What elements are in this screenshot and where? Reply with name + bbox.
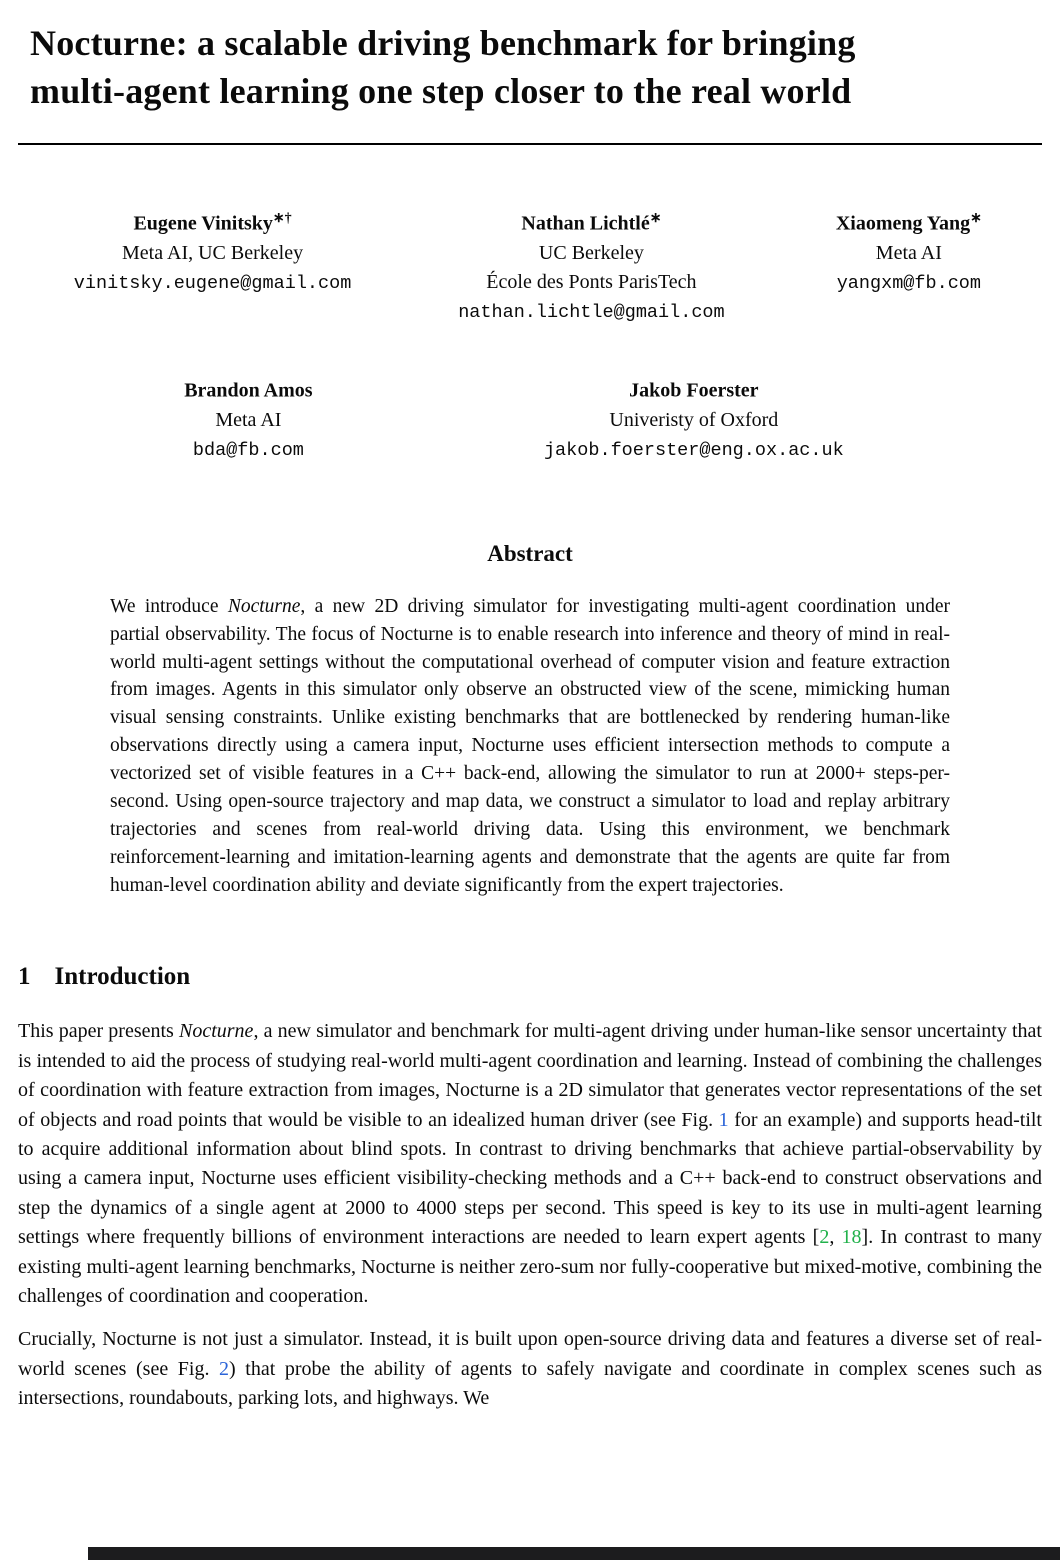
title-line-1: Nocturne: a scalable driving benchmark for bringing <box>30 23 856 63</box>
author-name-text: Nathan Lichtlé <box>521 212 650 235</box>
author-eugene-vinitsky <box>18 209 407 326</box>
author-name-text: Jakob Foerster <box>629 380 759 403</box>
author-name <box>479 376 909 406</box>
affiliation-marks: ∗† <box>272 211 292 227</box>
author-xiaomeng-yang <box>776 209 1042 326</box>
author-name-text: Brandon Amos <box>184 380 313 403</box>
author-jakob-foerster <box>479 376 909 464</box>
figure-top-edge <box>88 1547 1060 1560</box>
title-line-2: multi-agent learning one step closer to the real world <box>30 70 852 111</box>
abstract-text-part: , a new 2D driving simulator for investigating multi-agent coordination under partial observability. The focus of Nocturne is to enable research into inference and theory of mind in real-world multi-agent settings without the computational overhead of computer vision and feature extraction from images. Agents in this simulator only observe an obstructed view of the scene, mimicking human visual sensing constraints. Unlike existing benchmarks that are bottlenecked by rendering human-like observations directly using a camera input, Nocturne uses efficient intersection methods to compute a vectorized set of visible features in a C++ back-end, allowing the simulator to run at 2000+ steps-per-second. Using open-source trajectory and map data, we construct a simulator to load and replay arbitrary trajectories and scenes from real-world driving data. Using this environment, we benchmark reinforcement-learning and imitation-learning agents and demonstrate that the agents are quite far from human-level coordination ability and deviate significantly from the expert trajectories. <box>110 595 950 896</box>
section-1-heading <box>18 963 1042 991</box>
author-name <box>776 209 1042 239</box>
section-number: 1 <box>18 963 31 991</box>
title-divider <box>18 143 1042 145</box>
citation-18-link[interactable]: 18 <box>841 1226 862 1249</box>
author-brandon-amos <box>18 376 479 464</box>
paper-title <box>18 20 1042 115</box>
citation-2-link[interactable]: 2 <box>819 1226 830 1249</box>
author-affiliation: Univeristy of Oxford <box>609 409 779 432</box>
author-nathan-lichtle <box>407 209 776 326</box>
section-title: Introduction <box>54 963 191 991</box>
author-affiliation: Meta AI, UC Berkeley <box>122 241 304 264</box>
author-affiliation: Meta AI <box>215 409 282 432</box>
author-name-text: Xiaomeng Yang <box>835 212 971 235</box>
author-name <box>407 209 776 239</box>
author-name <box>18 376 479 406</box>
affiliation-marks: ∗ <box>649 211 662 227</box>
author-email: jakob.foerster@eng.ox.ac.uk <box>543 440 844 462</box>
paragraph-text: ]. In contrast to many existing multi-agent learning benchmarks, Nocturne is neither zero-sum nor fully-cooperative but mixed-motive, combining the challenges of coordination and cooperation. <box>18 1226 1043 1307</box>
author-affiliation-2: École des Ponts ParisTech <box>486 270 697 293</box>
author-email: vinitsky.eugene@gmail.com <box>73 272 352 294</box>
authors-row-2 <box>18 376 1042 464</box>
intro-paragraph-2 <box>18 1325 1042 1413</box>
authors-row-1 <box>18 209 1042 326</box>
author-email: bda@fb.com <box>192 440 304 462</box>
abstract-text-part: We introduce <box>110 595 228 617</box>
author-email: nathan.lichtle@gmail.com <box>458 301 725 323</box>
nocturne-italic: Nocturne <box>179 1020 254 1043</box>
author-affiliation: UC Berkeley <box>538 241 644 264</box>
author-name <box>18 209 407 239</box>
paragraph-text: ) that probe the ability of agents to safely navigate and coordinate in complex scenes such as intersections, roundabouts, parking lots, and highways. We <box>18 1357 1043 1410</box>
abstract-section <box>18 541 1042 900</box>
paragraph-text: This paper presents <box>18 1020 179 1043</box>
paragraph-text: Crucially, Nocturne is not just a simulator. Instead, it is built upon open-source driving data and features a diverse set of real-world scenes (see Fig. <box>18 1328 1042 1380</box>
author-affiliation: Meta AI <box>875 241 942 264</box>
abstract-text <box>110 593 950 900</box>
abstract-heading: Abstract <box>487 540 573 566</box>
paragraph-text: , a new simulator and benchmark for multi-agent driving under human-like sensor uncertainty that is intended to aid the process of studying real-world multi-agent coordination and learning. Instead of combining the challenges of coordination with feature extraction from images, Nocturne is a 2D simulator that generates vector representations of the set of objects and road points that would be visible to an idealized human driver (see Fig. <box>18 1020 1042 1131</box>
paragraph-text: , <box>829 1226 842 1249</box>
intro-paragraph-1 <box>18 1017 1042 1311</box>
affiliation-marks: ∗ <box>970 211 982 227</box>
paragraph-text: for an example) and supports head-tilt to acquire additional information about blind spots. In contrast to driving benchmarks that achieve partial-observability by using a camera input, Nocturne uses efficient visibility-checking methods and a C++ back-end to construct observations and step the dynamics of a single agent at 2000 to 4000 steps per second. This speed is key to its use in multi-agent learning settings where frequently billions of environment interactions are needed to learn expert agents [ <box>18 1108 1042 1249</box>
author-email: yangxm@fb.com <box>836 272 982 294</box>
nocturne-italic: Nocturne <box>227 595 301 617</box>
author-name-text: Eugene Vinitsky <box>133 212 273 235</box>
figure-1-link[interactable]: 1 <box>718 1108 729 1131</box>
figure-2-link[interactable]: 2 <box>219 1357 230 1380</box>
